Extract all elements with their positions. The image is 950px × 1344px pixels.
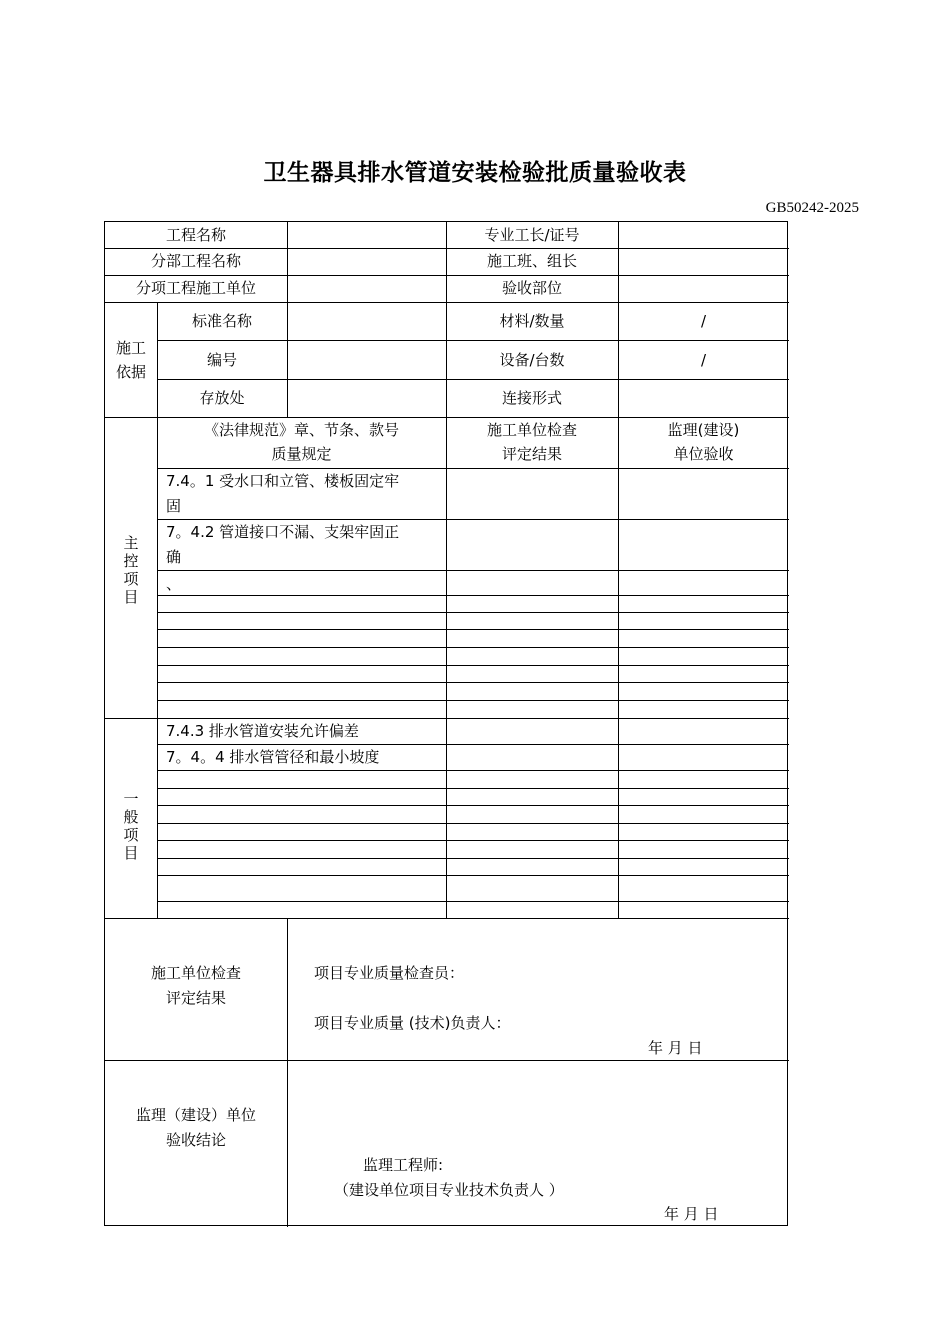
row-line <box>105 918 789 919</box>
row-line <box>157 340 789 341</box>
main-item-3: 、 <box>166 575 182 593</box>
construction-unit-label: 分项工程施工单位 <box>135 279 256 297</box>
supervise-column-header: 监理(建设) 单位验收 <box>667 421 740 463</box>
row-line <box>157 858 789 859</box>
row-line <box>157 823 789 824</box>
equipment-count-value: / <box>700 351 707 369</box>
quality-inspector-signature: 项目专业质量检查员： <box>314 964 465 982</box>
construction-check-label: 施工单位检查 评定结果 <box>150 964 241 1007</box>
storage-label: 存放处 <box>199 389 245 407</box>
general-item-2: 7。4。4 排水管管径和最小坡度 <box>166 748 380 766</box>
col-line <box>287 918 288 1227</box>
supervision-label: 监理（建设）单位 验收结论 <box>135 1106 256 1149</box>
check-column-header: 施工单位检查 评定结果 <box>486 421 577 463</box>
connection-type-label: 连接形式 <box>501 389 562 407</box>
col-line <box>287 222 288 417</box>
supervision-engineer-signature: 监理工程师: <box>363 1156 444 1174</box>
row-line <box>157 612 789 613</box>
row-line <box>157 788 789 789</box>
row-line <box>157 647 789 648</box>
team-leader-label: 施工班、组长 <box>486 252 577 270</box>
supervision-date: 年 月 日 <box>664 1205 719 1223</box>
acceptance-part-label: 验收部位 <box>501 279 562 297</box>
project-name-label: 工程名称 <box>165 226 226 244</box>
page-title: 卫生器具排水管道安装检验批质量验收表 <box>263 160 687 186</box>
main-items-label: 主 控 项 目 <box>123 534 139 606</box>
row-line <box>157 875 789 876</box>
general-item-1: 7.4.3 排水管道安装允许偏差 <box>166 722 359 740</box>
standard-code: GB50242-2025 <box>765 200 859 216</box>
row-line <box>157 700 789 701</box>
quality-responsible-signature: 项目专业质量 (技术)负责人： <box>314 1014 511 1032</box>
general-items-label: 一 般 项 目 <box>123 790 139 862</box>
row-line <box>105 302 789 303</box>
number-label: 编号 <box>206 351 237 369</box>
row-line <box>157 840 789 841</box>
row-line <box>157 379 789 380</box>
standard-name-label: 标准名称 <box>191 312 252 330</box>
row-line <box>157 770 789 771</box>
row-line <box>157 901 789 902</box>
row-line <box>157 570 789 571</box>
material-qty-label: 材料/数量 <box>499 312 565 330</box>
row-line <box>157 595 789 596</box>
acceptance-form-table <box>104 221 788 1226</box>
row-line <box>157 629 789 630</box>
construction-check-date: 年 月 日 <box>648 1039 703 1057</box>
owner-representative-signature: （建设单位项目专业技术负责人 ） <box>334 1181 564 1199</box>
row-line <box>157 682 789 683</box>
material-qty-value: / <box>700 312 707 330</box>
row-line <box>157 805 789 806</box>
spec-column-header: 《法律规范》章、节条、款号 质量规定 <box>203 421 399 463</box>
main-item-2: 7。4.2 管道接口不漏、支架牢固正 确 <box>166 523 400 566</box>
main-item-1: 7.4。1 受水口和立管、楼板固定牢 固 <box>166 472 400 515</box>
equipment-count-label: 设备/台数 <box>499 351 565 369</box>
row-line <box>157 665 789 666</box>
foreman-cert-label: 专业工长/证号 <box>484 226 580 244</box>
basis-label: 施工 依据 <box>115 339 146 381</box>
sub-project-name-label: 分部工程名称 <box>150 252 241 270</box>
